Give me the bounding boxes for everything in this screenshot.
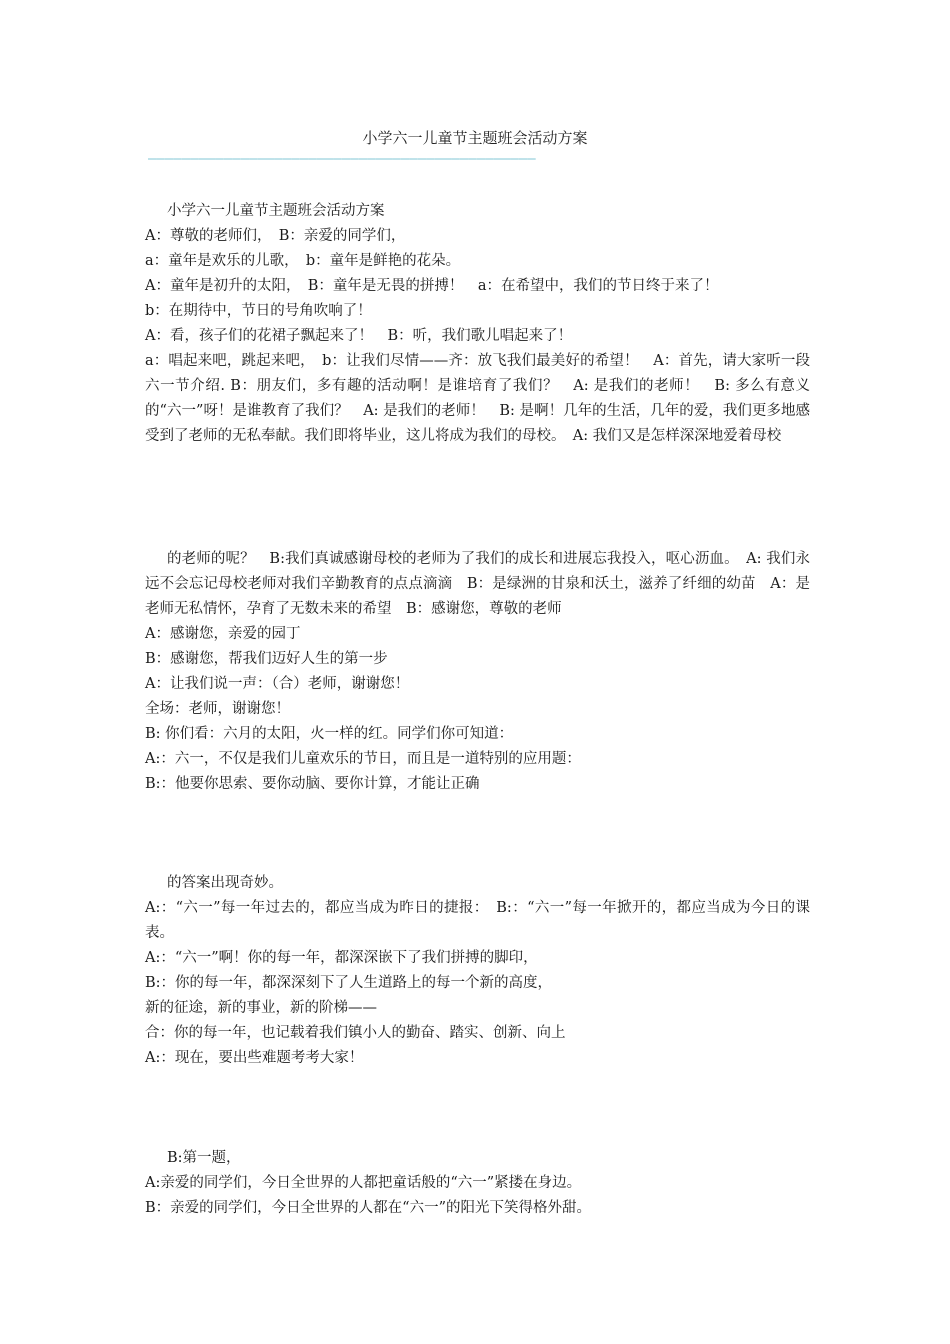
paragraph: 合：你的每一年，也记载着我们镇小人的勤奋、踏实、创新、向上: [145, 1025, 566, 1041]
section-heading: 小学六一儿童节主题班会活动方案: [167, 203, 385, 219]
paragraph: 全场：老师，谢谢您！: [145, 701, 290, 717]
paragraph: 新的征途，新的事业，新的阶梯——: [145, 1000, 377, 1016]
paragraph: A：让我们说一声：（合）老师，谢谢您！: [145, 676, 410, 692]
paragraph: A:亲爱的同学们，今日全世界的人都把童话般的“六一”紧搂在身边。: [145, 1175, 582, 1191]
paragraph: A:：六一，不仅是我们儿童欢乐的节日，而且是一道特别的应用题：: [145, 751, 581, 767]
paragraph: B:第一题，: [167, 1150, 241, 1166]
paragraph: a：童年是欢乐的儿歌， b：童年是鲜艳的花朵。: [145, 253, 461, 269]
paragraph: A：看，孩子们的花裙子飘起来了！ B：听，我们歌儿唱起来了！: [145, 328, 573, 344]
title-divider: ——————————————————————————————————————————————: [148, 152, 536, 166]
paragraph: B:：你的每一年，都深深刻下了人生道路上的每一个新的高度，: [145, 975, 553, 991]
paragraph: A：感谢您，亲爱的园丁: [145, 626, 301, 642]
paragraph: A:：“六一”每一年过去的，都应当成为昨日的捷报： B:：“六一”每一年掀开的，都应当成为今日的课表。: [145, 900, 810, 941]
paragraph: 的老师的呢？ B:我们真诚感谢母校的老师为了我们的成长和进展忘我投入，呕心沥血。 A: 我们永远不会忘记母校老师对我们辛勤教育的点点滴滴 B：是绿洲的甘泉和沃土，滋养了纤细的幼苗 A：是老师无私情怀，孕育了无数未来的希望 B：感谢您，尊敬的老师: [145, 551, 810, 617]
paragraph: b：在期待中，节日的号角吹响了！: [145, 303, 372, 319]
paragraph: A：尊敬的老师们， B：亲爱的同学们，: [145, 228, 406, 244]
paragraph: A：童年是初升的太阳， B：童年是无畏的拼搏！ a：在希望中，我们的节日终于来了！: [145, 278, 719, 294]
paragraph: B: 你们看：六月的太阳，火一样的红。同学们你可知道：: [145, 726, 514, 742]
page-title: 小学六一儿童节主题班会活动方案: [362, 129, 588, 147]
paragraph: A:：“六一”啊！你的每一年，都深深嵌下了我们拼搏的脚印，: [145, 950, 538, 966]
paragraph: 的答案出现奇妙。: [167, 875, 283, 891]
paragraph: A:：现在，要出些难题考考大家！: [145, 1050, 364, 1066]
text-block-3: [145, 871, 810, 1071]
text-block-1: [145, 199, 810, 449]
paragraph: B：感谢您，帮我们迈好人生的第一步: [145, 651, 388, 667]
paragraph: B:：他要你思索、要你动脑、要你计算，才能让正确: [145, 776, 480, 792]
text-block-2: [145, 547, 810, 797]
text-block-4: [145, 1146, 810, 1221]
paragraph: B：亲爱的同学们，今日全世界的人都在“六一”的阳光下笑得格外甜。: [145, 1200, 591, 1216]
paragraph: a：唱起来吧，跳起来吧， b：让我们尽情——齐：放飞我们最美好的希望！ A：首先，请大家听一段六一节介绍. B：朋友们，多有趣的活动啊！是谁培育了我们？ A: 是我们的老师！ B: 多么有意义的“六一”呀！是谁教育了我们？ A: 是我们的老师！ B: 是啊！几年的生活，几年的爱，我们更多地感受到了老师的无私奉献。我们即将毕业，这儿将成为我们的母校。 A: 我们又是怎样深深地爱着母校: [145, 353, 810, 444]
